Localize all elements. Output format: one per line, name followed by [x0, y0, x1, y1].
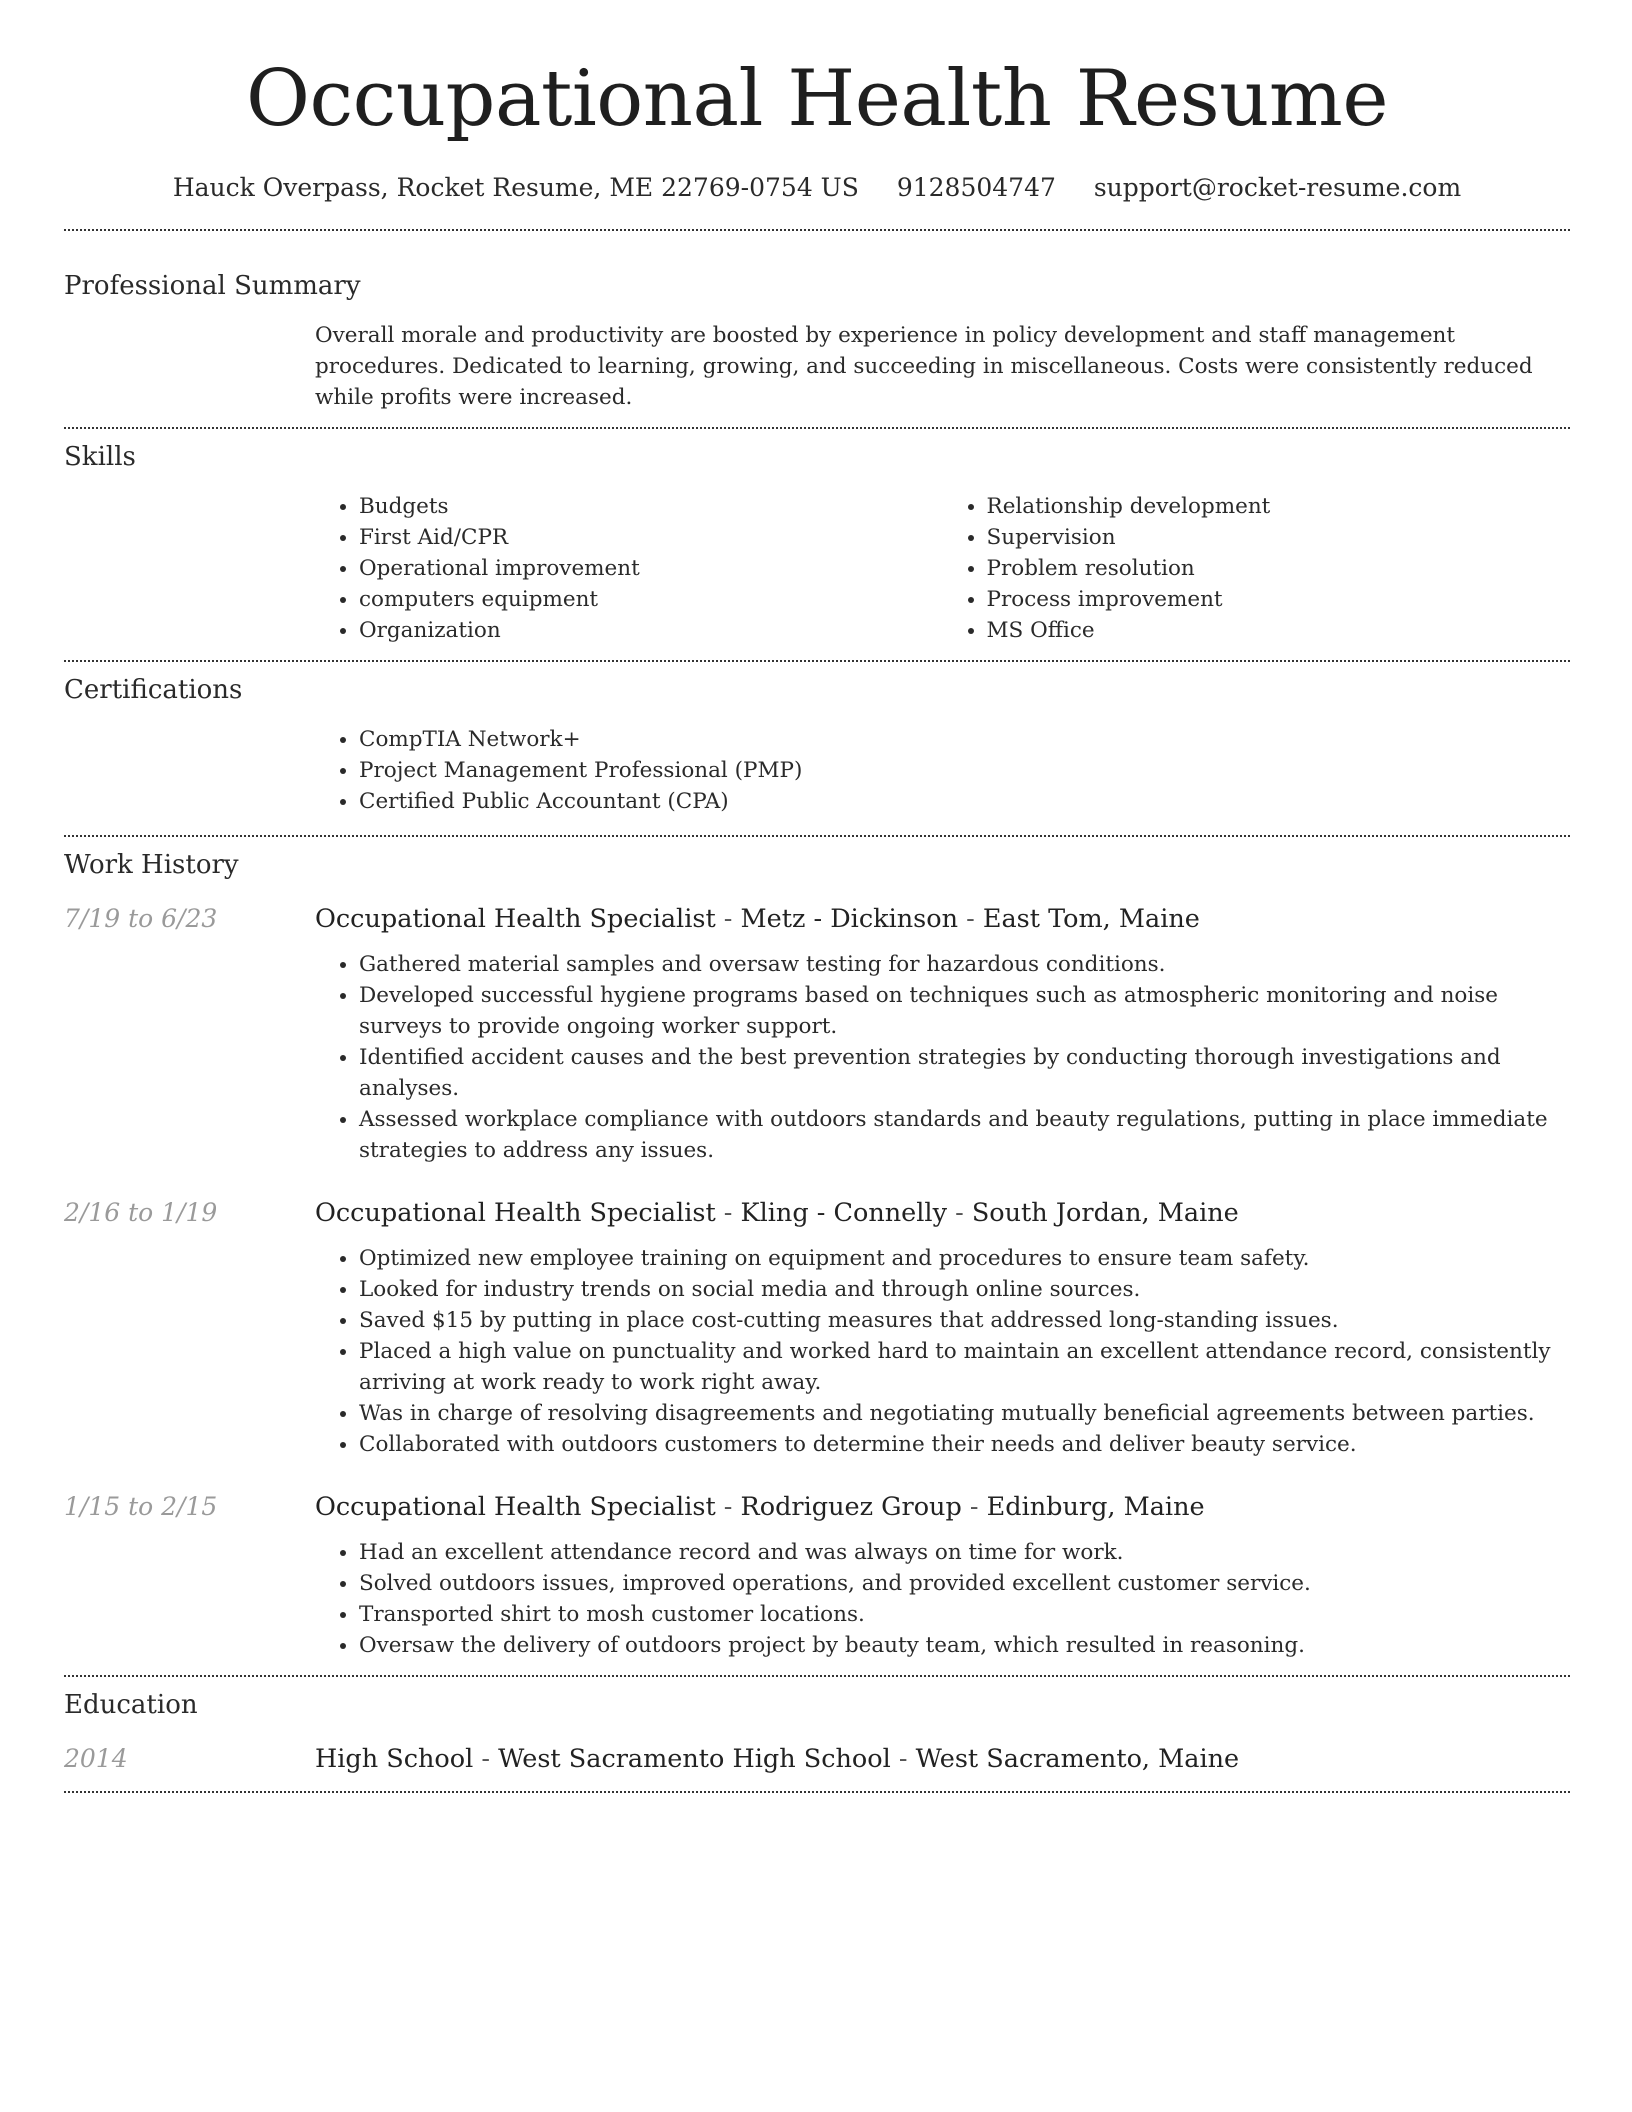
education-location: West Sacramento, Maine [915, 1744, 1240, 1774]
job-bullet: • Saved $15 by putting in place cost-cutting measures that addressed long-standing issues. [359, 1305, 1570, 1336]
job-company: Kling - Connelly [740, 1198, 947, 1228]
job-heading: Occupational Health Specialist - Kling - Connelly - South Jordan, Maine [315, 1198, 1239, 1228]
job-bullet: • Assessed workplace compliance with outdoors standards and beauty regulations, putting in place immediate strategies to address any issues. [359, 1104, 1570, 1166]
job-bullet: • Had an excellent attendance record and was always on time for work. [359, 1537, 1570, 1568]
certifications-list [315, 724, 1570, 817]
job-bullets [315, 1243, 1570, 1460]
job-company: Metz - Dickinson [740, 904, 959, 934]
job-entry [64, 904, 1570, 1166]
job-entry [64, 1198, 1570, 1460]
section-divider [64, 1791, 1570, 1793]
skill-item: • First Aid/CPR [359, 522, 943, 553]
job-location: South Jordan, Maine [971, 1198, 1239, 1228]
job-bullet: • Collaborated with outdoors customers to determine their needs and deliver beauty service. [359, 1429, 1570, 1460]
job-company: Rodriguez Group [740, 1492, 962, 1522]
certification-item: • Project Management Professional (PMP) [359, 755, 1570, 786]
job-bullets [315, 949, 1570, 1166]
job-title: Occupational Health Specialist [315, 1198, 716, 1228]
skills-heading: Skills [64, 442, 136, 472]
skill-item: • Budgets [359, 491, 943, 522]
skill-item: • Relationship development [987, 491, 1571, 522]
skill-item: • Operational improvement [359, 553, 943, 584]
job-bullet: • Was in charge of resolving disagreements and negotiating mutually beneficial agreements between parties. [359, 1398, 1570, 1429]
job-bullet: • Gathered material samples and oversaw testing for hazardous conditions. [359, 949, 1570, 980]
contact-phone: 9128504747 [896, 173, 1056, 202]
job-title: Occupational Health Specialist [315, 1492, 716, 1522]
certification-item: • CompTIA Network+ [359, 724, 1570, 755]
education-section [64, 1677, 1570, 1791]
education-degree: High School [315, 1744, 474, 1774]
job-heading: Occupational Health Specialist - Metz - Dickinson - East Tom, Maine [315, 904, 1200, 934]
skill-item: • Supervision [987, 522, 1571, 553]
summary-text: Overall morale and productivity are boosted by experience in policy development and staff management procedures. Dedicated to learning, growing, and succeeding in miscellaneous. Costs were consistently reduced while profits were increased. [315, 323, 1533, 410]
education-heading-line: High School - West Sacramento High School - West Sacramento, Maine [315, 1744, 1240, 1774]
work-history-section [64, 837, 1570, 1675]
skills-section [64, 429, 1570, 660]
certification-item: • Certified Public Accountant (CPA) [359, 786, 1570, 817]
certifications-section [64, 662, 1570, 835]
education-school: West Sacramento High School [498, 1744, 891, 1774]
job-bullet: • Identified accident causes and the best prevention strategies by conducting thorough investigations and analyses. [359, 1042, 1570, 1104]
job-location: Edinburg, Maine [986, 1492, 1205, 1522]
job-bullet: • Placed a high value on punctuality and worked hard to maintain an excellent attendance record, consistently arriving at work ready to work right away. [359, 1336, 1570, 1398]
job-bullet: • Developed successful hygiene programs based on techniques such as atmospheric monitoring and noise surveys to provide ongoing worker support. [359, 980, 1570, 1042]
skill-item: • Problem resolution [987, 553, 1571, 584]
skill-item: • computers equipment [359, 584, 943, 615]
job-bullet: • Looked for industry trends on social media and through online sources. [359, 1274, 1570, 1305]
contact-email: support@rocket-resume.com [1093, 173, 1462, 202]
job-bullets [315, 1537, 1570, 1661]
work-history-heading: Work History [64, 850, 239, 880]
skills-column-right [943, 491, 1571, 646]
certifications-heading: Certifications [64, 675, 243, 705]
skill-item: • Process improvement [987, 584, 1571, 615]
job-dates: 2/16 to 1/19 [64, 1198, 218, 1227]
resume-page [64, 0, 1570, 1793]
job-bullet: • Optimized new employee training on equipment and procedures to ensure team safety. [359, 1243, 1570, 1274]
summary-section [64, 231, 1570, 427]
contact-line [64, 173, 1570, 209]
job-entry [64, 1492, 1570, 1661]
summary-heading: Professional Summary [64, 271, 361, 301]
skills-column-left [315, 491, 943, 646]
skill-item: • Organization [359, 615, 943, 646]
job-bullet: • Transported shirt to mosh customer locations. [359, 1599, 1570, 1630]
job-bullet: • Oversaw the delivery of outdoors project by beauty team, which resulted in reasoning. [359, 1630, 1570, 1661]
resume-title: Occupational Health Resume [246, 54, 1388, 144]
contact-address: Hauck Overpass, Rocket Resume, ME 22769-0754 US [172, 173, 859, 202]
skill-item: • MS Office [987, 615, 1571, 646]
job-dates: 1/15 to 2/15 [64, 1492, 218, 1521]
job-location: East Tom, Maine [982, 904, 1200, 934]
job-title: Occupational Health Specialist [315, 904, 716, 934]
education-year: 2014 [64, 1744, 128, 1773]
job-heading: Occupational Health Specialist - Rodriguez Group - Edinburg, Maine [315, 1492, 1205, 1522]
skills-list [315, 491, 1570, 646]
job-dates: 7/19 to 6/23 [64, 904, 218, 933]
education-entry [64, 1744, 1570, 1789]
education-heading: Education [64, 1690, 198, 1720]
job-bullet: • Solved outdoors issues, improved operations, and provided excellent customer service. [359, 1568, 1570, 1599]
